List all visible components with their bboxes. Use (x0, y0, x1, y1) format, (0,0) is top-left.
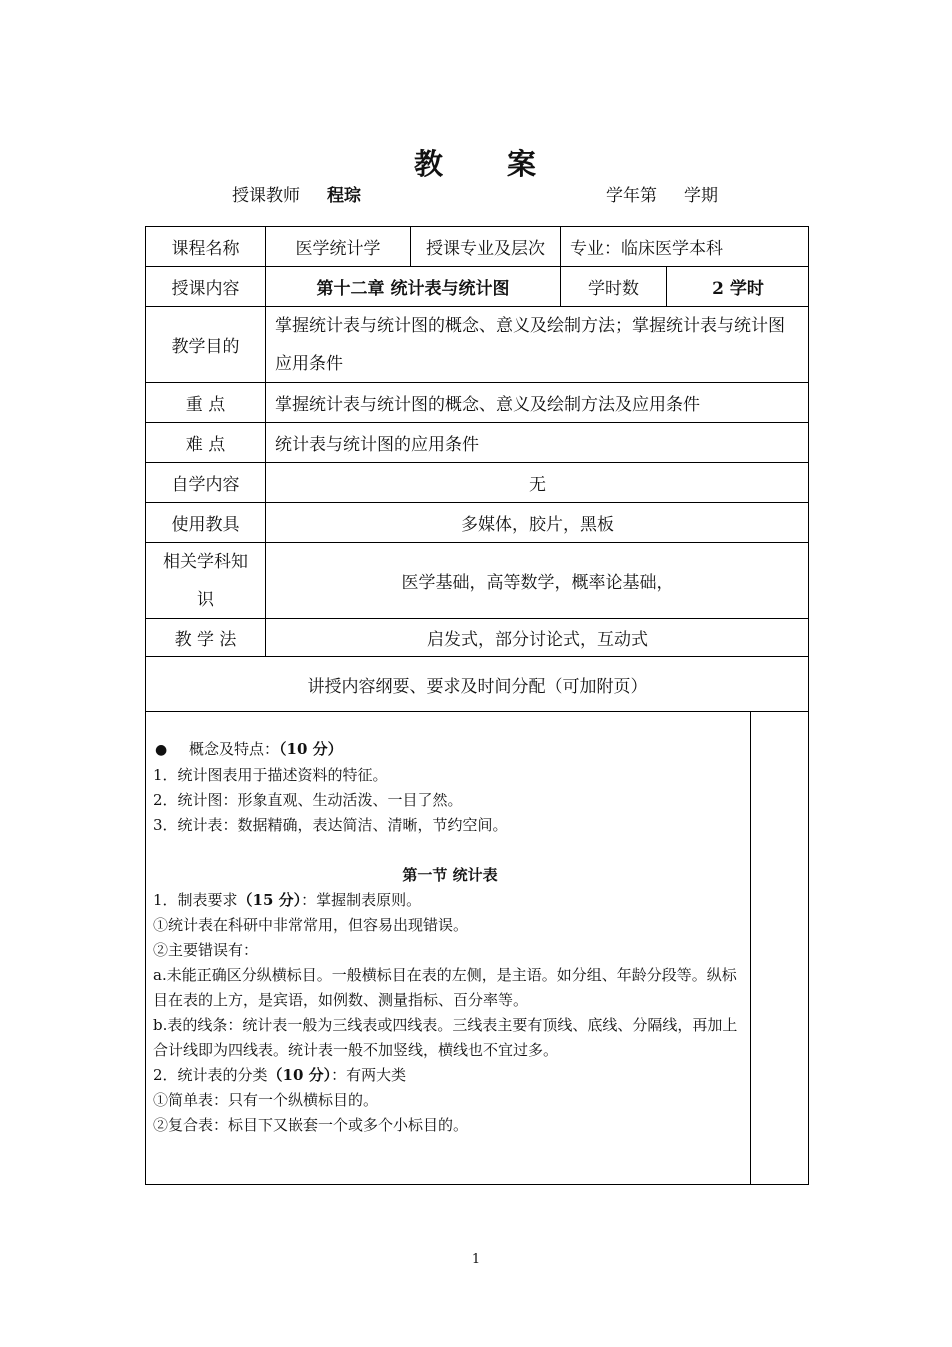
concept-text: 概念及特点： (189, 740, 280, 758)
title-char-1: 教 (413, 147, 445, 181)
outline-header: 讲授内容纲要、要求及时间分配（可加附页） (145, 656, 809, 711)
teacher-label: 授课教师 (232, 186, 300, 206)
body-line-3: 2．统计图：形象直观、生动活泼、一目了然。 (153, 791, 463, 809)
body-line-12: ②复合表：标目下又嵌套一个或多个小标目的。 (153, 1116, 469, 1134)
body-line-8: a.未能正确区分纵横标目。一般横标目在表的左侧，是主语。如分组、年龄分段等。纵标目在表的上方，是宾语，如例数、测量指标、百分率等。 (153, 966, 737, 1009)
body-line-2: 1．统计图表用于描述资料的特征。 (153, 766, 388, 784)
time-column-cell (750, 711, 809, 1185)
content-label: 授课内容 (145, 266, 265, 306)
course-name-value: 医学统计学 (265, 226, 410, 266)
document-title (0, 142, 952, 183)
aids-value: 多媒体，胶片，黑板 (265, 502, 809, 542)
body-line-4: 3．统计表：数据精确，表达简洁、清晰，节约空间。 (153, 816, 508, 834)
difficulties-label: 难 点 (145, 422, 265, 462)
concept-time: （10 分） (279, 740, 343, 758)
classification-text: 2．统计表的分类 (153, 1066, 268, 1084)
term-year-label: 学年第 (606, 186, 657, 206)
requirement-time: （15 分） (237, 891, 302, 909)
self-study-value: 无 (265, 462, 809, 502)
teaching-method-label: 教 学 法 (145, 618, 265, 656)
teaching-method-value: 启发式，部分讨论式，互动式 (265, 618, 809, 656)
hours-value: 2 学时 (666, 266, 809, 306)
classification-text-2: ：有两大类 (331, 1066, 407, 1084)
concept-line (153, 737, 747, 763)
content-value: 第十二章 统计表与统计图 (265, 266, 560, 306)
related-knowledge-value: 医学基础，高等数学，概率论基础， (265, 542, 809, 618)
objective-label: 教学目的 (145, 306, 265, 382)
difficulties-value: 统计表与统计图的应用条件 (265, 422, 809, 462)
hours-label: 学时数 (560, 266, 666, 306)
classification-time: （10 分） (267, 1066, 332, 1084)
key-points-value: 掌握统计表与统计图的概念、意义及绘制方法及应用条件 (265, 382, 809, 422)
term-semester-label: 学期 (684, 186, 718, 206)
classification-line (153, 1063, 747, 1088)
objective-value: 掌握统计表与统计图的概念、意义及绘制方法；掌握统计表与统计图应用条件 (265, 306, 809, 382)
body-line-9: b.表的线条：统计表一般为三线表或四线表。三线表主要有顶线、底线、分隔线，再加上合计线即为四线表。统计表一般不加竖线，横线也不宜过多。 (153, 1016, 738, 1059)
teacher-name: 程琮 (327, 186, 361, 206)
section-title: 第一节 统计表 (402, 866, 498, 884)
requirement-text-2: ：掌握制表原则。 (301, 891, 422, 909)
requirement-text: 1．制表要求 (153, 891, 238, 909)
self-study-label: 自学内容 (145, 462, 265, 502)
major-level-value: 专业：临床医学本科 (560, 226, 809, 266)
body-line-11: ①简单表：只有一个纵横标目的。 (153, 1091, 379, 1109)
body-line-6: ①统计表在科研中非常常用，但容易出现错误。 (153, 916, 469, 934)
requirement-line (153, 888, 747, 913)
outline-content (153, 737, 747, 1138)
body-line-7: ②主要错误有： (153, 941, 259, 959)
page-number: 1 (471, 1252, 481, 1267)
key-points-label: 重 点 (145, 382, 265, 422)
related-knowledge-label: 相关学科知识 (145, 542, 265, 618)
title-char-2: 案 (507, 147, 539, 181)
aids-label: 使用教具 (145, 502, 265, 542)
major-level-label: 授课专业及层次 (410, 226, 560, 266)
course-name-label: 课程名称 (145, 226, 265, 266)
